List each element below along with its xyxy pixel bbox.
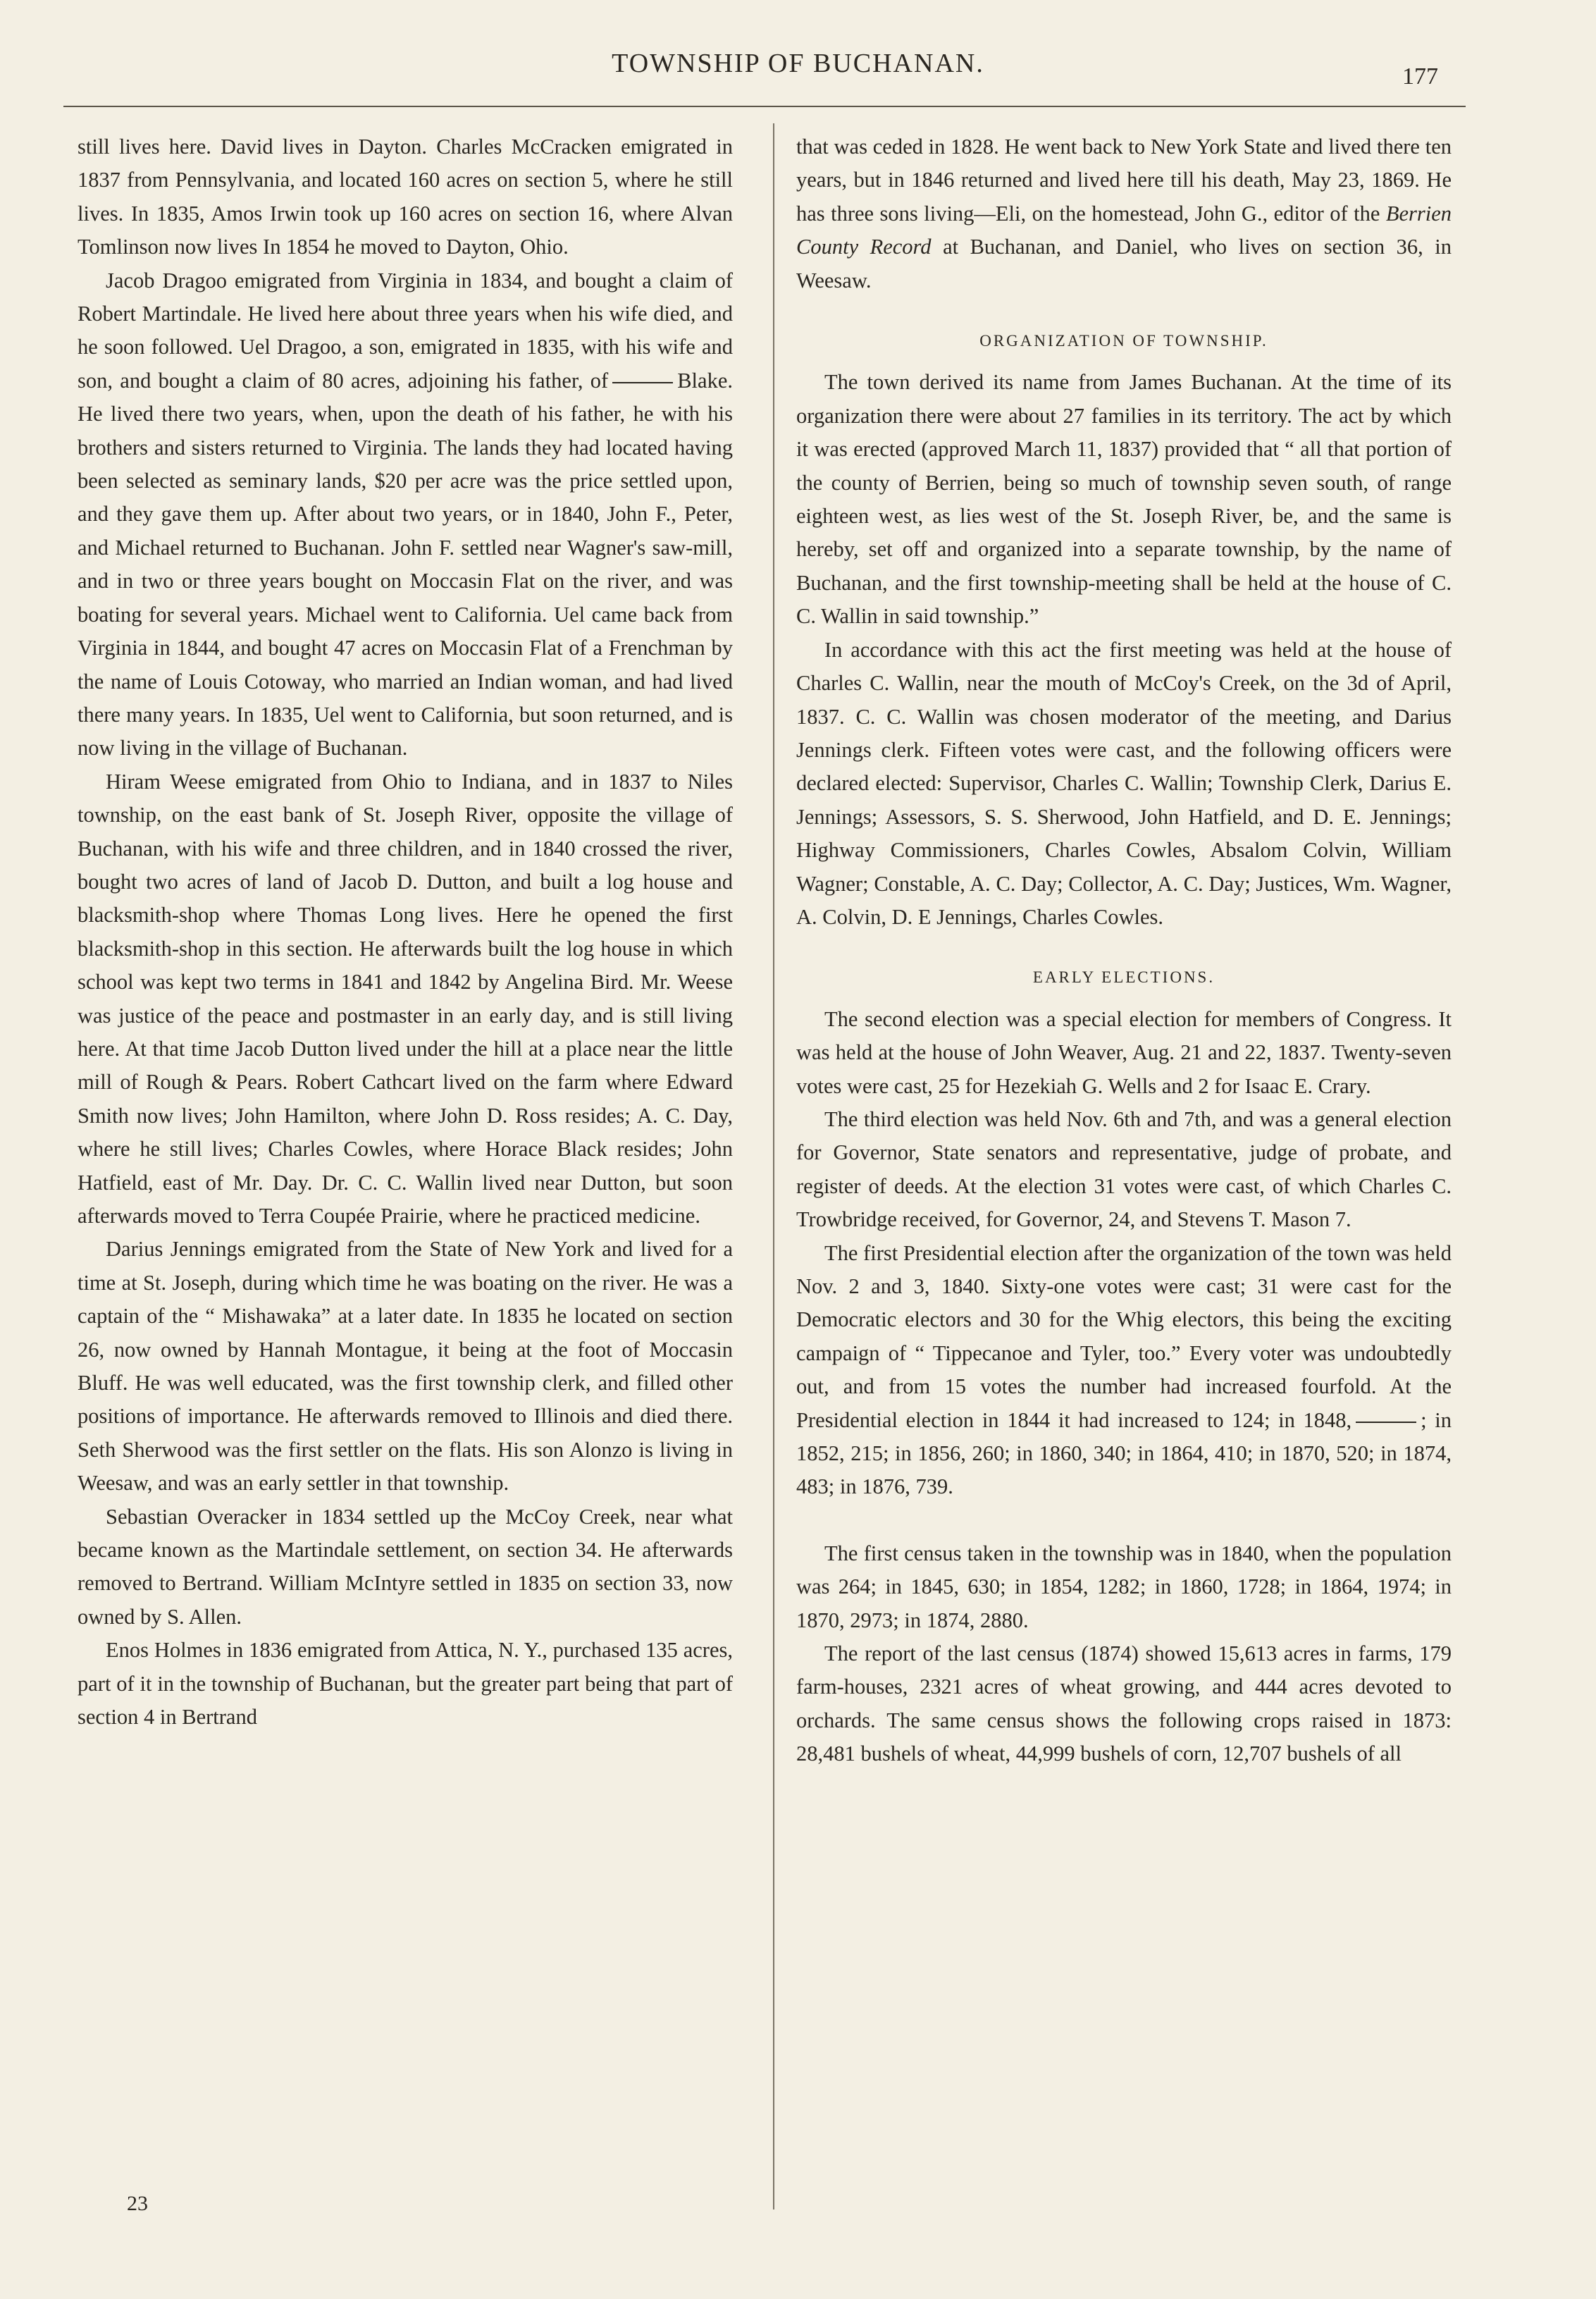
section-heading-elections: EARLY ELECTIONS.	[1032, 968, 1215, 987]
paragraph-text: that was ceded in 1828. He went back to New York State and lived there ten years, but in 1846 returned and lived here till his death, May 23, 1869. He has three sons living—Eli, on the homestead, John G., editor of the	[796, 135, 1452, 226]
paragraph: still lives here. David lives in Dayton. Charles McCracken emigrated in 1837 from Pennsylvania, and located 160 acres on section 5, where he still lives. In 1835, Amos Irwin took up 160 acres on section 16, where Alvan Tomlinson now lives In 1854 he moved to Dayton, Ohio.	[78, 135, 733, 259]
paragraph: Sebastian Overacker in 1834 settled up the McCoy Creek, near what became known as the Martindale settlement, on section 34. He afterwards removed to Bertrand. William McIntyre settled in 1835 on section 33, now owned by S. Allen.	[78, 1504, 733, 1629]
section-heading-organization: ORGANIZATION OF TOWNSHIP.	[979, 332, 1268, 350]
paragraph	[796, 130, 1452, 297]
page-number: 177	[1402, 63, 1438, 90]
running-head: TOWNSHIP OF BUCHANAN.	[612, 49, 984, 78]
left-column	[78, 130, 733, 1734]
paragraph	[78, 264, 733, 765]
right-column	[796, 130, 1452, 1771]
paragraph-text: Blake. He lived there two years, when, upon the death of his father, he with his brothers and sisters returned to Virginia. The lands they had located having been selected as seminary lands, $20 per acre was the price settled upon, and they gave them up. After about two years, or in 1840, John F., Peter, and Michael returned to Buchanan. John F. settled near Wagner's saw-mill, and in two or three years bought on Moccasin Flat on the river, and was boating for several years. Michael went to California. Uel came back from Virginia in 1844, and bought 47 acres on Moccasin Flat of a Frenchman by the name of Louis Cotoway, who married an Indian woman, and had lived there many years. In 1835, Uel went to California, but soon returned, and is now living in the village of Buchanan.	[78, 368, 733, 760]
paragraph: The third election was held Nov. 6th and 7th, and was a general election for Governor, State senators and representative, judge of probate, and register of deeds. At the election 31 votes were cast, of which Charles C. Trowbridge received, for Governor, 24, and Stevens T. Mason 7.	[796, 1107, 1452, 1232]
page-header	[0, 42, 1596, 99]
paragraph-text: Jacob Dragoo emigrated from Virginia in 1834, and bought a claim of Robert Martindale. He lived here about three years when his wife died, and he soon followed. Uel Dragoo, a son, emigrated in 1835, with his wife and son, and bought a claim of 80 acres, adjoining his father, of	[78, 268, 733, 393]
paragraph	[796, 1237, 1452, 1504]
paragraph: The report of the last census (1874) showed 15,613 acres in farms, 179 farm-houses, 2321 acres of wheat growing, and 444 acres devoted to orchards. The same census shows the following crops raised in 1873: 28,481 bushels of wheat, 44,999 bushels of corn, 12,707 bushels of all	[796, 1641, 1452, 1766]
paragraph: Hiram Weese emigrated from Ohio to Indiana, and in 1837 to Niles township, on the east bank of St. Joseph River, opposite the village of Buchanan, with his wife and three children, and in 1840 crossed the river, bought two acres of land of Jacob D. Dutton, and built a log house and blacksmith-shop where Thomas Long lives. Here he opened the first blacksmith-shop in this section. He afterwards built the log house in which school was kept two terms in 1841 and 1842 by Angelina Bird. Mr. Weese was justice of the peace and postmaster in an early day, and is still living here. At that time Jacob Dutton lived under the hill at a place near the little mill of Rough & Pears. Robert Cathcart lived on the farm where Edward Smith now lives; John Hamilton, where John D. Ross resides; A. C. Day, where he still lives; Charles Cowles, where Horace Black resides; John Hatfield, east of Mr. Day. Dr. C. C. Wallin lived near Dutton, but soon afterwards moved to Terra Coupée Prairie, where he practiced medicine.	[78, 769, 733, 1228]
paragraph: The second election was a special election for members of Congress. It was held at the house of John Weaver, Aug. 21 and 22, 1837. Twenty-seven votes were cast, 25 for Hezekiah G. Wells and 2 for Isaac E. Crary.	[796, 1006, 1452, 1098]
signature-mark: 23	[127, 2192, 148, 2215]
blank-dash	[612, 382, 673, 383]
paragraph-text: The first Presidential election after the organization of the town was held Nov. 2 and 3, 1840. Sixty-one votes were cast; 31 were cast for the Democratic electors and 30 for the Whig electors, this being the exciting campaign of “ Tippecanoe and Tyler, too.” Every voter was undoubtedly out, and from 15 votes the number had increased fourfold. At the Presidential election in 1844 it had increased to 124; in 1848,	[796, 1240, 1452, 1432]
paragraph-text: ; in 1852, 215; in 1856, 260; in 1860, 340; in 1864, 410; in 1870, 520; in 1874, 483; in 1876, 739.	[796, 1407, 1452, 1499]
paragraph: Darius Jennings emigrated from the State of New York and lived for a time at St. Joseph, during which time he was boating on the river. He was a captain of the “ Mishawaka” at a later date. In 1835 he located on section 26, now owned by Hannah Montague, it being at the foot of Moccasin Bluff. He was well educated, was the first township clerk, and filled other positions of importance. He afterwards removed to Illinois and died there. Seth Sherwood was the first settler on the flats. His son Alonzo is living in Weesaw, and was an early settler in that township.	[78, 1237, 733, 1496]
paragraph: The town derived its name from James Buchanan. At the time of its organization there were about 27 families in its territory. The act by which it was erected (approved March 11, 1837) provided that “ all that portion of the county of Berrien, being so much of township seven south, of range eighteen west, as lies west of the St. Joseph River, be, and the same is hereby, set off and organized into a separate township, by the name of Buchanan, and the first township-meeting shall be held at the house of C. C. Wallin in said township.”	[796, 370, 1452, 629]
header-rule	[63, 106, 1466, 107]
paragraph-gap	[796, 1504, 1452, 1537]
newspaper-title: Berrien County Record	[796, 201, 1452, 259]
column-divider	[773, 123, 774, 2209]
paragraph: The first census taken in the township was in 1840, when the population was 264; in 1845, 630; in 1854, 1282; in 1860, 1728; in 1864, 1974; in 1870, 2973; in 1874, 2880.	[796, 1541, 1452, 1632]
blank-dash	[1356, 1422, 1416, 1423]
paragraph: In accordance with this act the first meeting was held at the house of Charles C. Wallin, near the mouth of McCoy's Creek, on the 3d of April, 1837. C. C. Wallin was chosen moderator of the meeting, and Darius Jennings clerk. Fifteen votes were cast, and the following officers were declared elected: Supervisor, Charles C. Wallin; Township Clerk, Darius E. Jennings; Assessors, S. S. Sherwood, John Hatfield, and D. E. Jennings; Highway Commissioners, Charles Cowles, Absalom Colvin, William Wagner; Constable, A. C. Day; Collector, A. C. Day; Justices, Wm. Wagner, A. Colvin, D. E Jennings, Charles Cowles.	[796, 637, 1452, 929]
paragraph-text: at Buchanan, and Daniel, who lives on section 36, in Weesaw.	[796, 235, 1452, 292]
paragraph: Enos Holmes in 1836 emigrated from Attica, N. Y., purchased 135 acres, part of it in the township of Buchanan, but the greater part being that part of section 4 in Bertrand	[78, 1638, 733, 1730]
